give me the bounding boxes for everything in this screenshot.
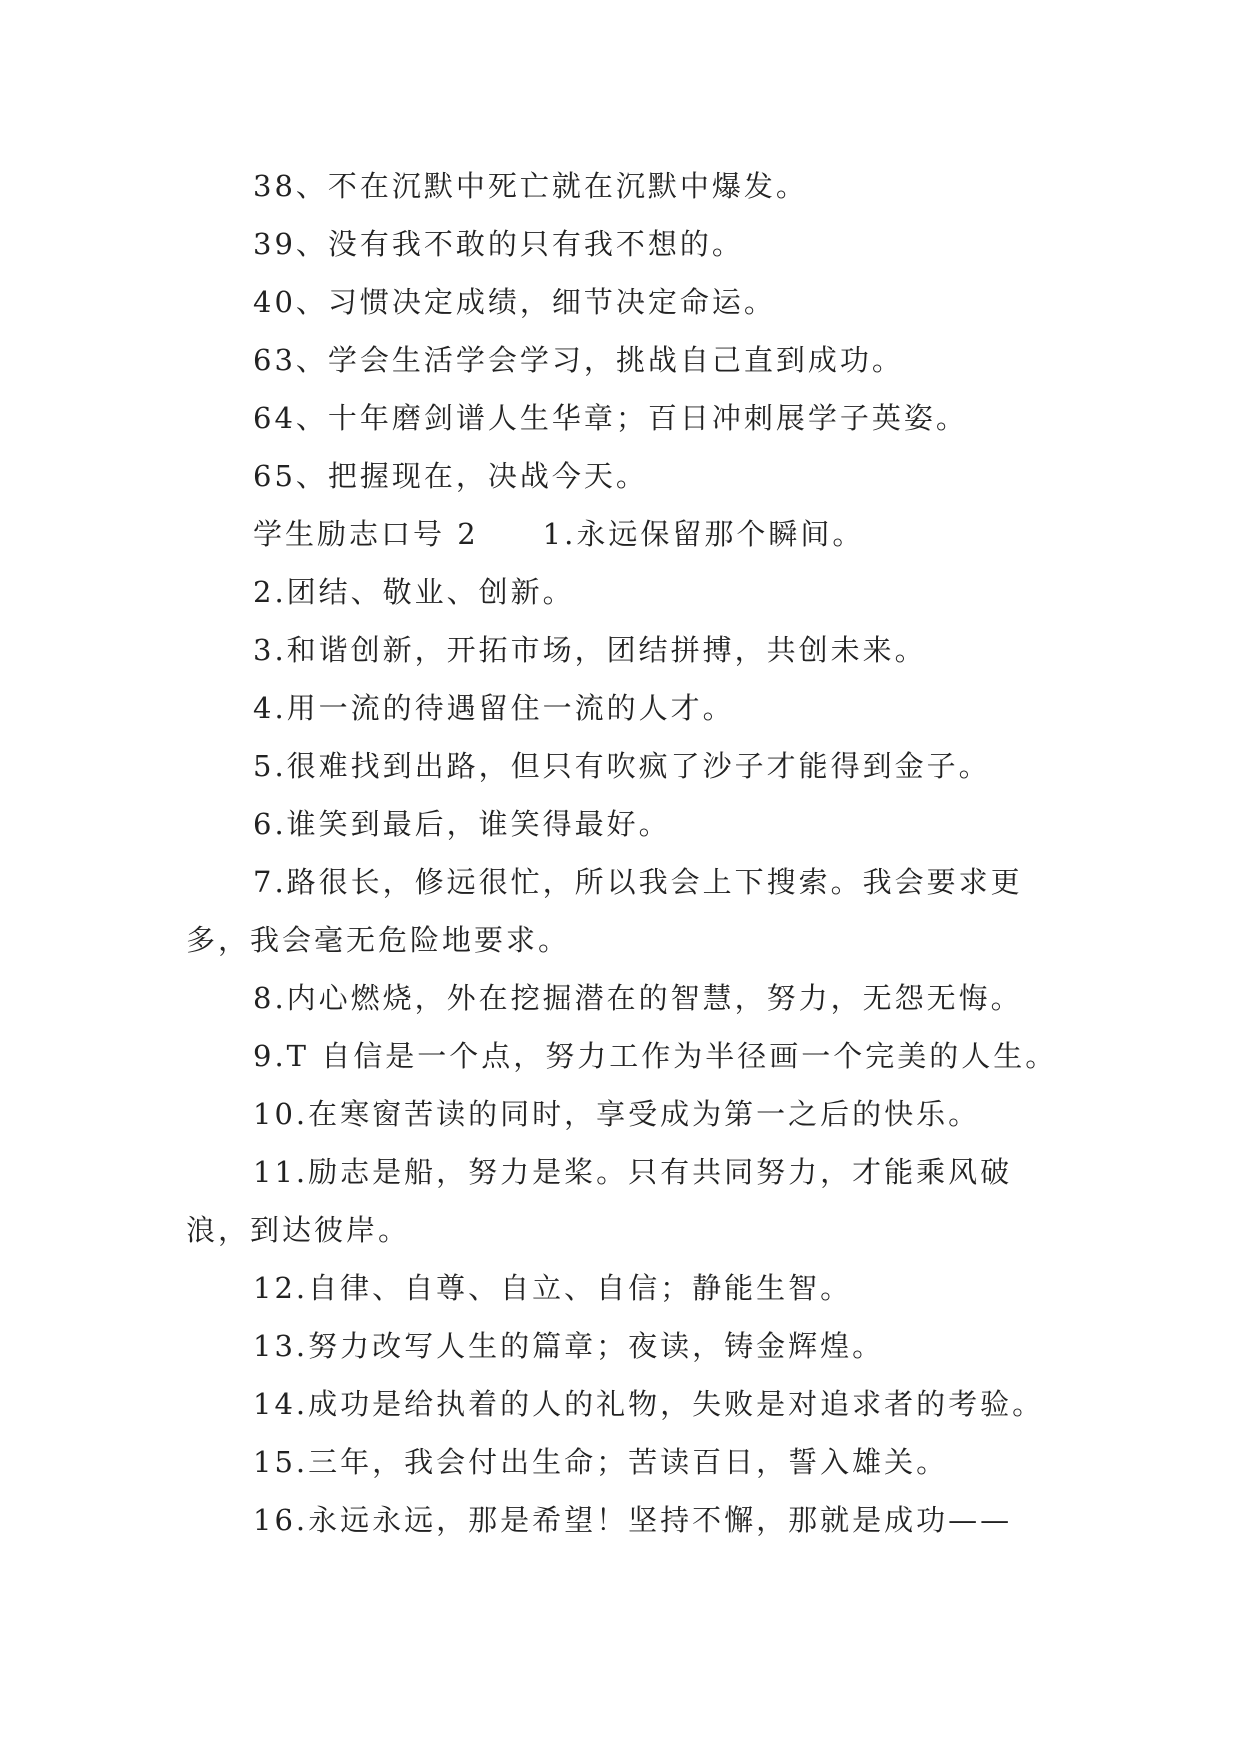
text-line: 39、没有我不敢的只有我不想的。	[253, 227, 744, 261]
text-line: 15.三年，我会付出生命；苦读百日，誓入雄关。	[253, 1445, 949, 1479]
text-line: 10.在寒窗苦读的同时，享受成为第一之后的快乐。	[253, 1097, 981, 1131]
text-line: 12.自律、自尊、自立、自信；静能生智。	[253, 1271, 853, 1305]
text-line-continuation: 浪，到达彼岸。	[186, 1213, 411, 1247]
text-line: 8.内心燃烧，外在挖掘潜在的智慧，努力，无怨无悔。	[253, 981, 1023, 1015]
text-line: 3.和谐创新，开拓市场，团结拼搏，共创未来。	[253, 633, 927, 667]
section-heading-line: 学生励志口号 2 1.永远保留那个瞬间。	[253, 517, 865, 551]
text-line: 64、十年磨剑谱人生华章；百日冲刺展学子英姿。	[253, 401, 968, 435]
text-line: 5.很难找到出路，但只有吹疯了沙子才能得到金子。	[253, 749, 991, 783]
text-line: 2.团结、敬业、创新。	[253, 575, 575, 609]
text-line: 16.永远永远，那是希望！坚持不懈，那就是成功——	[253, 1503, 1013, 1537]
text-line: 6.谁笑到最后，谁笑得最好。	[253, 807, 671, 841]
text-line: 11.励志是船，努力是桨。只有共同努力，才能乘风破	[253, 1155, 1013, 1189]
text-line: 9.T 自信是一个点，努力工作为半径画一个完美的人生。	[253, 1039, 1058, 1073]
text-line: 14.成功是给执着的人的礼物，失败是对追求者的考验。	[253, 1387, 1045, 1421]
text-line: 7.路很长，修远很忙，所以我会上下搜索。我会要求更	[253, 865, 1023, 899]
text-line: 40、习惯决定成绩，细节决定命运。	[253, 285, 776, 319]
text-line-continuation: 多，我会毫无危险地要求。	[186, 923, 571, 957]
text-line: 13.努力改写人生的篇章；夜读，铸金辉煌。	[253, 1329, 885, 1363]
text-line: 63、学会生活学会学习，挑战自己直到成功。	[253, 343, 904, 377]
text-line: 65、把握现在，决战今天。	[253, 459, 648, 493]
text-line: 4.用一流的待遇留住一流的人才。	[253, 691, 735, 725]
text-line: 38、不在沉默中死亡就在沉默中爆发。	[253, 169, 808, 203]
